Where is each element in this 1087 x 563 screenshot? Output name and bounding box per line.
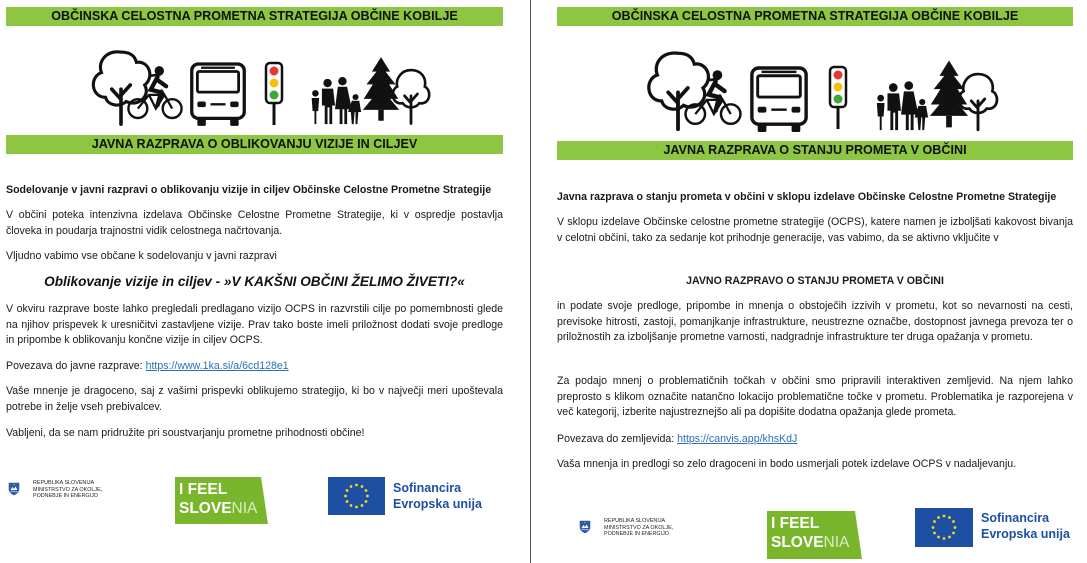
- poster-subheader-band: [557, 141, 1073, 160]
- eu-stars: [915, 508, 973, 547]
- eu-cofinancing-text: [393, 480, 482, 512]
- mobility-icons-row: [85, 40, 430, 128]
- paragraph-challenges: in podate svoje predloge, pripombe in mnenja o obstoječih izzivih v prometu, kot so nevarnosti na cesti, previsoke hitrosti, zastoji, pomanjkanje infrastrukture, neustrezne označbe, dostopnost javnega prevoza ter o priložnostih za izboljšanje prometne varnosti, nadgradnje infrastrukture ter druga opažanja v prometu.: [557, 300, 1073, 343]
- poster-heading: Javna razprava o stanju prometa v občini v sklopu izdelave Občinske Celostne Prometne Strategije: [557, 191, 1057, 203]
- paragraph-details: V okviru razprave boste lahko pregledali predlagano vizijo OCPS in razvrstili cilje po pomembnosti glede na njihov prispevek k uresničitvi zastavljene vizije. Prav tako boste imeli priložnost dodati svoje predloge in pripombe k oblikovanju končne vizije in ciljev OCPS.: [6, 303, 503, 346]
- svg-text:SLOVENIA: [179, 500, 258, 517]
- ifeel-s: S: [771, 534, 782, 551]
- eu-cofinancing-text: [981, 510, 1070, 542]
- paragraph-closing: Vabljeni, da se nam pridružite pri soustvarjanju prometne prihodnosti občine!: [6, 427, 365, 439]
- tree-icon: [388, 62, 434, 126]
- svg-text:SLOVENIA: [771, 534, 850, 551]
- poster-subheader-band: [6, 135, 503, 154]
- eu-line2: Evropska unija: [981, 527, 1070, 541]
- poster-header-title: OBČINSKA CELOSTNA PROMETNA STRATEGIJA OBČINE KOBILJE: [611, 9, 1019, 23]
- family-icon: [870, 74, 932, 132]
- survey-link[interactable]: https://www.1ka.si/a/6cd128e1: [145, 360, 289, 372]
- poster-heading: Sodelovanje v javni razpravi o oblikovanju vizije in ciljev Občinske Celostne Prometne Strategije: [6, 184, 492, 196]
- paragraph-closing: Vaša mnenja in predlogi so zelo dragoceni in bodo usmerjali potek izdelave OCPS v nadaljevanju.: [557, 458, 1017, 470]
- poster-header-title: OBČINSKA CELOSTNA PROMETNA STRATEGIJA OBČINE KOBILJE: [51, 9, 458, 23]
- right-poster: [545, 0, 1087, 563]
- cyclist-icon: [682, 68, 744, 130]
- ifeel-love: LOVE: [189, 500, 232, 517]
- map-link[interactable]: https://canvis.app/khsKdJ: [677, 433, 798, 445]
- poster-subheader-title: JAVNA RAZPRAVA O OBLIKOVANJU VIZIJE IN CILJEV: [91, 137, 418, 151]
- ministry-text: REPUBLIKA SLOVENIJA MINISTRSTVO ZA OKOLJE, PODNEBJE IN ENERGIJO: [33, 480, 103, 500]
- paragraph-map: Za podajo mnenj o problematičnih točkah v občini smo pripravili interaktiven zemljevid. Na njem lahko preprosto s klikom označite natančno lokacijo problematične točke v prometu. Problematika je razporejena v več kategorij, izberite najustreznejšo ali pa dopišite dodatna opažanja glede prometa.: [557, 375, 1073, 418]
- eu-stars: [328, 477, 385, 515]
- link-line: [557, 432, 1073, 448]
- center-heading: JAVNO RAZPRAVO O STANJU PROMETA V OBČINI: [686, 275, 944, 287]
- ifeel-s: S: [179, 500, 190, 517]
- eu-line2: Evropska unija: [393, 497, 482, 511]
- ifeel-nia: NIA: [231, 500, 258, 517]
- eu-flag-icon: [915, 508, 973, 547]
- ifeel-line1: I FEEL: [179, 481, 228, 498]
- eu-line1: Sofinancira: [981, 511, 1050, 525]
- tree-icon: [954, 66, 1002, 132]
- ifeel-love: LOVE: [781, 534, 824, 551]
- link-label: Povezava do zemljevida:: [557, 433, 678, 445]
- paragraph-value: Vaše mnenje je dragoceno, saj z vašimi prispevki oblikujemo strategijo, ki bo v največji meri upoštevala potrebe in želje vseh prebivalcev.: [6, 385, 503, 413]
- slovenia-coat-of-arms-icon: [8, 482, 20, 496]
- slovenia-coat-of-arms-icon: [579, 520, 591, 534]
- poster-subheader-title: JAVNA RAZPRAVA O STANJU PROMETA V OBČINI: [663, 143, 967, 157]
- bus-icon: [748, 64, 810, 134]
- ifeel-line1: I FEEL: [771, 515, 820, 532]
- poster-header-band: [6, 7, 503, 26]
- link-label: Povezava do javne razprave:: [6, 360, 146, 372]
- link-line: [6, 359, 503, 375]
- traffic-light-icon: [264, 60, 284, 126]
- family-icon: [305, 70, 365, 126]
- left-poster: [0, 0, 515, 563]
- poster-header-band: [557, 7, 1073, 26]
- traffic-light-icon: [828, 62, 848, 132]
- eu-line1: Sofinancira: [393, 481, 462, 495]
- bus-icon: [188, 60, 248, 128]
- i-feel-slovenia-logo: [175, 477, 268, 524]
- cyclist-icon: [125, 64, 185, 124]
- slogan: Oblikovanje vizije in ciljev - »V KAKŠNI OBČINI ŽELIMO ŽIVETI?«: [44, 274, 465, 289]
- i-feel-slovenia-logo: [767, 511, 862, 559]
- ministry-text: REPUBLIKA SLOVENIJA MINISTRSTVO ZA OKOLJE, PODNEBJE IN ENERGIJO: [604, 518, 674, 538]
- paragraph-intro: V občini poteka intenzivna izdelava Občinske Celostne Prometne Strategije, ki v ospredje postavlja človeka in poudarja trajnostni vidik celostnega načrtovanja.: [6, 209, 503, 237]
- paragraph-intro: V sklopu izdelave Občinske celostne prometne strategije (OCPS), katere namen je izboljšati kakovost bivanja v celotni občini, tako za sedanje kot prihodnje generacije, vas vabimo, da se aktivno vključite v: [557, 216, 1073, 244]
- mobility-icons-row: [640, 42, 1000, 134]
- ifeel-nia: NIA: [823, 534, 850, 551]
- paragraph-invitation: Vljudno vabimo vse občane k sodelovanju v javni razpravi: [6, 250, 277, 262]
- poster-divider: [530, 0, 531, 563]
- eu-flag-icon: [328, 477, 385, 515]
